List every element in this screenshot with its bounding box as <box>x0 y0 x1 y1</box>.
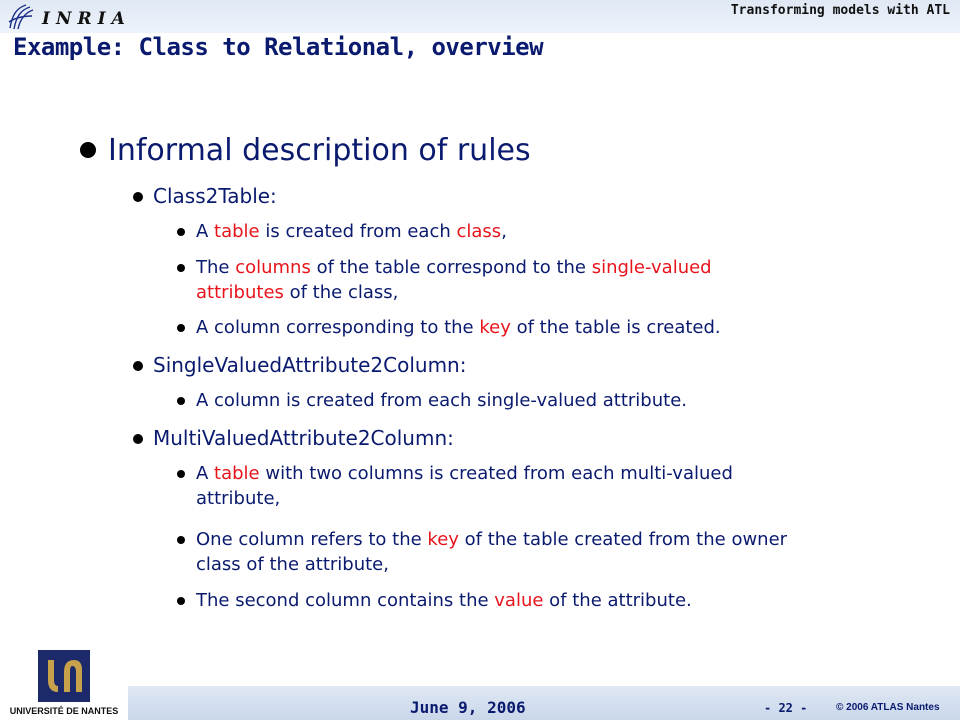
highlight: key <box>427 529 459 550</box>
rule3-item1-line2 <box>196 488 280 509</box>
rule3-item2-line1 <box>196 529 787 550</box>
rule1-item1 <box>196 221 507 242</box>
highlight: class <box>456 221 502 242</box>
highlight: attributes <box>196 282 284 303</box>
footer-copyright: © 2006 ATLAS Nantes <box>836 702 940 713</box>
rule1-item2-line1 <box>196 257 712 278</box>
text: , <box>501 221 507 242</box>
footer-date: June 9, 2006 <box>410 698 526 717</box>
highlight: value <box>494 590 544 611</box>
slide-title: Example: Class to Relational, overview <box>13 33 544 61</box>
inria-logo-text: INRIA <box>42 9 131 29</box>
header-title: Transforming models with ATL <box>730 3 950 18</box>
bullet-dot <box>133 434 143 444</box>
bullet-dot <box>177 536 185 544</box>
highlight: key <box>479 317 511 338</box>
rule3-item1-line1 <box>196 463 733 484</box>
bullet-dot <box>177 397 185 405</box>
rule-heading-multivalued: MultiValuedAttribute2Column: <box>153 426 454 450</box>
bullet-dot <box>133 192 143 202</box>
text: The second column contains the <box>196 590 495 611</box>
text: of the table created from the owner <box>458 529 788 550</box>
rule-heading-class2table: Class2Table: <box>153 184 277 208</box>
text: A column is created from each single-valued attribute. <box>196 390 687 411</box>
highlight: table <box>214 463 260 484</box>
text: The <box>196 257 236 278</box>
rule1-item3 <box>196 317 721 338</box>
text: of the table correspond to the <box>310 257 592 278</box>
highlight: single-valued <box>591 257 712 278</box>
bullet-dot <box>177 228 185 236</box>
text: of the table is created. <box>510 317 721 338</box>
text: A <box>196 221 215 242</box>
bullet-dot <box>133 361 143 371</box>
university-name: UNIVERSITÉ DE NANTES <box>9 706 119 716</box>
rule-heading-singlevalued: SingleValuedAttribute2Column: <box>153 353 467 377</box>
rule1-item2-line2 <box>196 282 398 303</box>
page-number: - 22 - <box>764 701 808 715</box>
text: is created from each <box>259 221 457 242</box>
bullet-dot <box>80 142 96 158</box>
rule3-item3 <box>196 590 692 611</box>
text: of the class, <box>283 282 399 303</box>
text: with two columns is created from each multi-valued <box>259 463 733 484</box>
text: attribute, <box>196 488 281 509</box>
bullet-level1: Informal description of rules <box>108 133 531 168</box>
bullet-dot <box>177 470 185 478</box>
highlight: columns <box>235 257 311 278</box>
rule2-item1 <box>196 390 687 411</box>
rule3-item2-line2 <box>196 554 389 575</box>
universite-de-nantes-logo <box>2 646 126 718</box>
text: A <box>196 463 215 484</box>
text: class of the attribute, <box>196 554 389 575</box>
text: One column refers to the <box>196 529 428 550</box>
bullet-dot <box>177 324 185 332</box>
highlight: table <box>214 221 260 242</box>
text: A column corresponding to the <box>196 317 480 338</box>
text: of the attribute. <box>543 590 692 611</box>
bullet-dot <box>177 597 185 605</box>
bullet-dot <box>177 264 185 272</box>
